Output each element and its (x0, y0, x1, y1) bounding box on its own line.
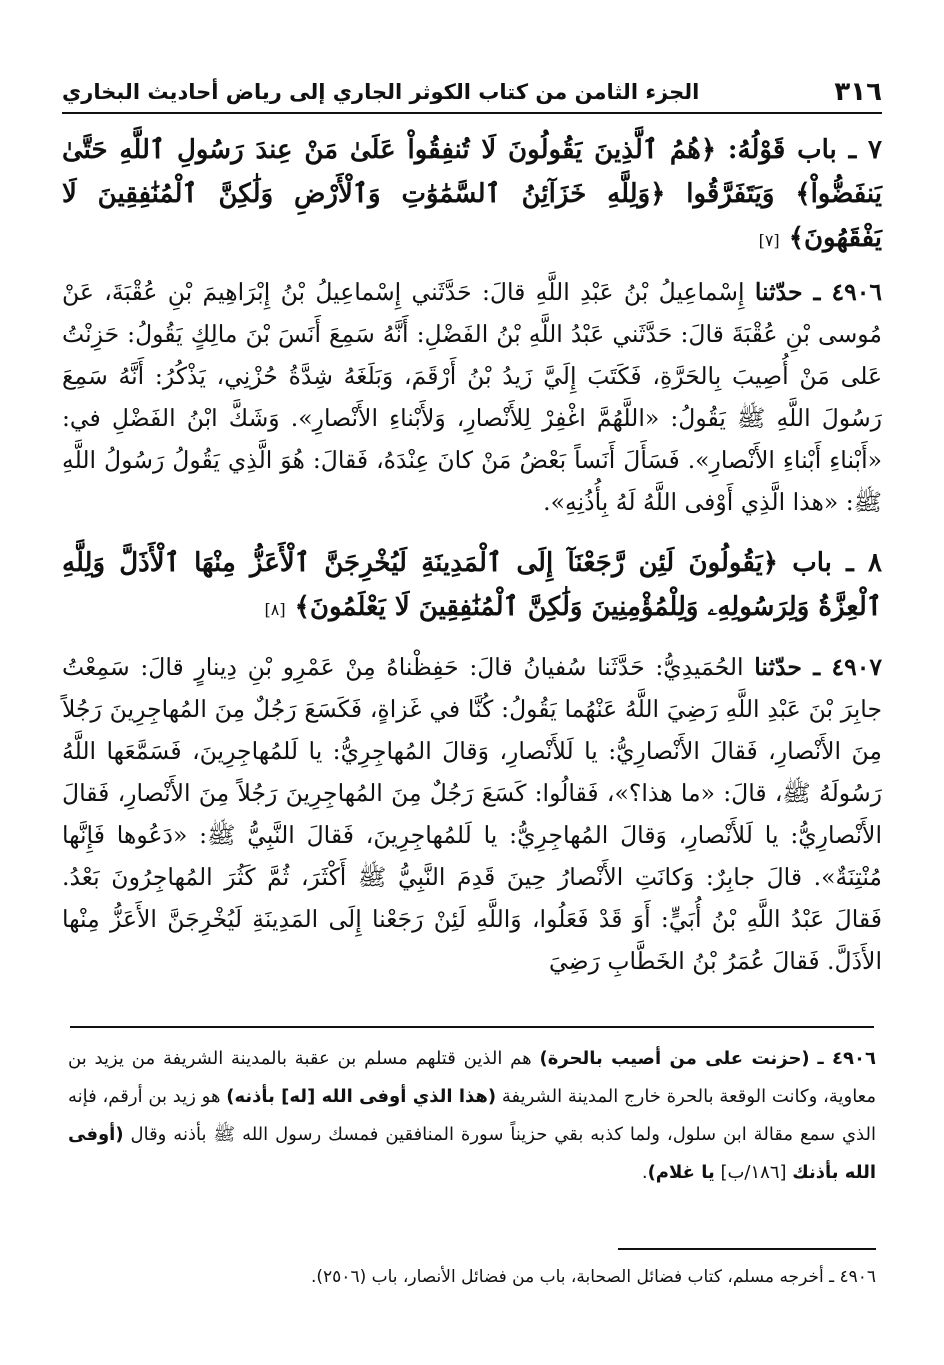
commentary-lemma: (أوفى الله بأذنك (68, 1124, 876, 1183)
source-footnote: ٤٩٠٦ ـ أخرجه مسلم، كتاب فضائل الصحابة، باب من فضائل الأنصار، باب (٢٥٠٦). (311, 1267, 876, 1287)
commentary-text: هم الذين قتلهم مسلم بن عقبة بالمدينة الشريفة من يزيد بن معاوية، وكانت الوقعة بالحرة خارج المدينة الشريفة (68, 1048, 877, 1107)
hadith-4907 (62, 646, 882, 982)
hadith-4906 (62, 271, 882, 523)
footnote-divider (618, 1248, 876, 1250)
hadith-number: ٤٩٠٦ ـ حدّثنا (754, 278, 882, 306)
hadith-text: إِسْماعِيلُ بْنُ عَبْدِ اللَّهِ قالَ: حَدَّثَني إِسْماعِيلُ بْنُ إِبْرَاهِيمَ بْنِ عُقْبَةَ، عَنْ مُوسى بْنِ عُقْبَةَ قالَ: حَدَّثَني عَبْدُ اللَّهِ بْنُ الفَضْلِ: أَنَّهُ سَمِعَ أَنَسَ بْنَ مالِكٍ يَقُولُ: حَزِنْتُ عَلى مَنْ أُصِيبَ بِالحَرَّةِ، فَكَتَبَ إِلَيَّ زَيدُ بْنُ أَرْقَمَ، وَبَلَغَهُ شِدَّةُ حُزْنِي، يَذْكُرُ: أَنَّهُ سَمِعَ رَسُولَ اللَّهِ ﷺ يَقُولُ: «اللَّهُمَّ اغْفِرْ لِلأَنْصارِ، وَلأَبْناءِ الأَنْصارِ». وَشَكَّ ابْنُ الفَضْلِ في: «أَبْناءِ أَبْناءِ الأَنْصارِ». فَسَأَلَ أَنَساً بَعْضُ مَنْ كانَ عِنْدَهُ، فَقالَ: هُوَ الَّذِي يَقُولُ رَسُولُ اللَّهِ ﷺ: «هذا الَّذِي أَوْفى اللَّهُ لَهُ بِأُذُنِهِ». (62, 278, 882, 516)
chapter-text: قَوْلُهُ: ﴿هُمُ ٱلَّذِينَ يَقُولُونَ لَا تُنفِقُواْ عَلَىٰ مَنْ عِندَ رَسُولِ ٱللَّهِ حَتَّىٰ يَنفَضُّواْ﴾ وَيَتَفَرَّقُوا ﴿وَلِلَّهِ خَزَآئِنُ ٱلسَّمَٰوَٰتِ وَٱلْأَرْضِ وَلَٰكِنَّ ٱلْمُنَٰفِقِينَ لَا يَفْقَهُونَ﴾ (62, 135, 882, 253)
commentary-divider (70, 1026, 874, 1028)
hadith-number: ٤٩٠٧ ـ حدّثنا (754, 653, 882, 681)
chapter-heading-7 (62, 128, 882, 263)
manuscript-ref: [١٨٦/ب] (714, 1162, 793, 1183)
commentary-text: هو زيد بن أرقم، فإنه الذي سمع مقالة ابن سلول، ولما كذبه بقي حزيناً سورة المنافقين فمسك رسول الله ﷺ بأذنه وقال (68, 1086, 876, 1145)
commentary-lemma: يا غلام) (647, 1162, 715, 1183)
page-header (62, 72, 882, 114)
commentary-lemma: (حزنت على من أصيب بالحرة) (539, 1048, 810, 1069)
verse-ref: [٧] (758, 231, 780, 250)
page-number: ٣١٦ (834, 77, 882, 107)
chapter-label: ٧ ـ باب (797, 135, 882, 165)
commentary-end: . (641, 1162, 648, 1183)
commentary-lemma: (هذا الذي أوفى الله [له] بأذنه) (226, 1086, 497, 1107)
chapter-label: ٨ ـ باب (792, 548, 883, 578)
main-text (62, 122, 882, 982)
hadith-text: الحُمَيدِيُّ: حَدَّثَنا سُفيانُ قالَ: حَفِظْناهُ مِنْ عَمْرِو بْنِ دِينارٍ قالَ: سَمِعْتُ جابِرَ بْنَ عَبْدِ اللَّهِ رَضِيَ اللَّهُ عَنْهُما يَقُولُ: كُنَّا في غَزاةٍ، فَكَسَعَ رَجُلٌ مِنَ المُهاجِرِينَ رَجُلاً مِنَ الأَنْصارِ، فَقالَ الأَنْصارِيُّ: يا لَلأَنْصارِ، وَقالَ المُهاجِرِيُّ: يا لَلمُهاجِرِينَ، فَسَمَّعَها اللَّهُ رَسُولَهُ ﷺ، قالَ: «ما هذا؟»، فَقالُوا: كَسَعَ رَجُلٌ مِنَ المُهاجِرِينَ رَجُلاً مِنَ الأَنْصارِ، فَقالَ الأَنْصارِيُّ: يا لَلأَنْصارِ، وَقالَ المُهاجِرِيُّ: يا لَلمُهاجِرِينَ، فَقالَ النَّبِيُّ ﷺ: «دَعُوها فَإِنَّها مُنْتِنَةٌ». قالَ جابِرٌ: وَكانَتِ الأَنْصارُ حِينَ قَدِمَ النَّبِيُّ ﷺ أَكْثَرَ، ثُمَّ كَثُرَ المُهاجِرُونَ بَعْدُ. فَقالَ عَبْدُ اللَّهِ بْنُ أُبَيٍّ: أَوَ قَدْ فَعَلُوا، وَاللَّهِ لَئِنْ رَجَعْنا إِلَى المَدِينَةِ لَيُخْرِجَنَّ الأَعَزُّ مِنْها الأَذَلَّ. فَقالَ عُمَرُ بْنُ الخَطَّابِ رَضِيَ (62, 653, 882, 975)
verse-ref: [٨] (264, 600, 286, 619)
running-title: الجزء الثامن من كتاب الكوثر الجاري إلى رياض أحاديث البخاري (62, 80, 700, 104)
commentary-block (68, 1040, 876, 1192)
chapter-heading-8 (62, 541, 882, 632)
commentary-number: ٤٩٠٦ ـ (817, 1048, 876, 1069)
chapter-text: ﴿يَقُولُونَ لَئِن رَّجَعْنَآ إِلَى ٱلْمَدِينَةِ لَيُخْرِجَنَّ ٱلْأَعَزُّ مِنْهَا ٱلْأَذَلَّ وَلِلَّهِ ٱلْعِزَّةُ وَلِرَسُولِهِۦ وَلِلْمُؤْمِنِينَ وَلَٰكِنَّ ٱلْمُنَٰفِقِينَ لَا يَعْلَمُونَ﴾ (62, 548, 882, 622)
